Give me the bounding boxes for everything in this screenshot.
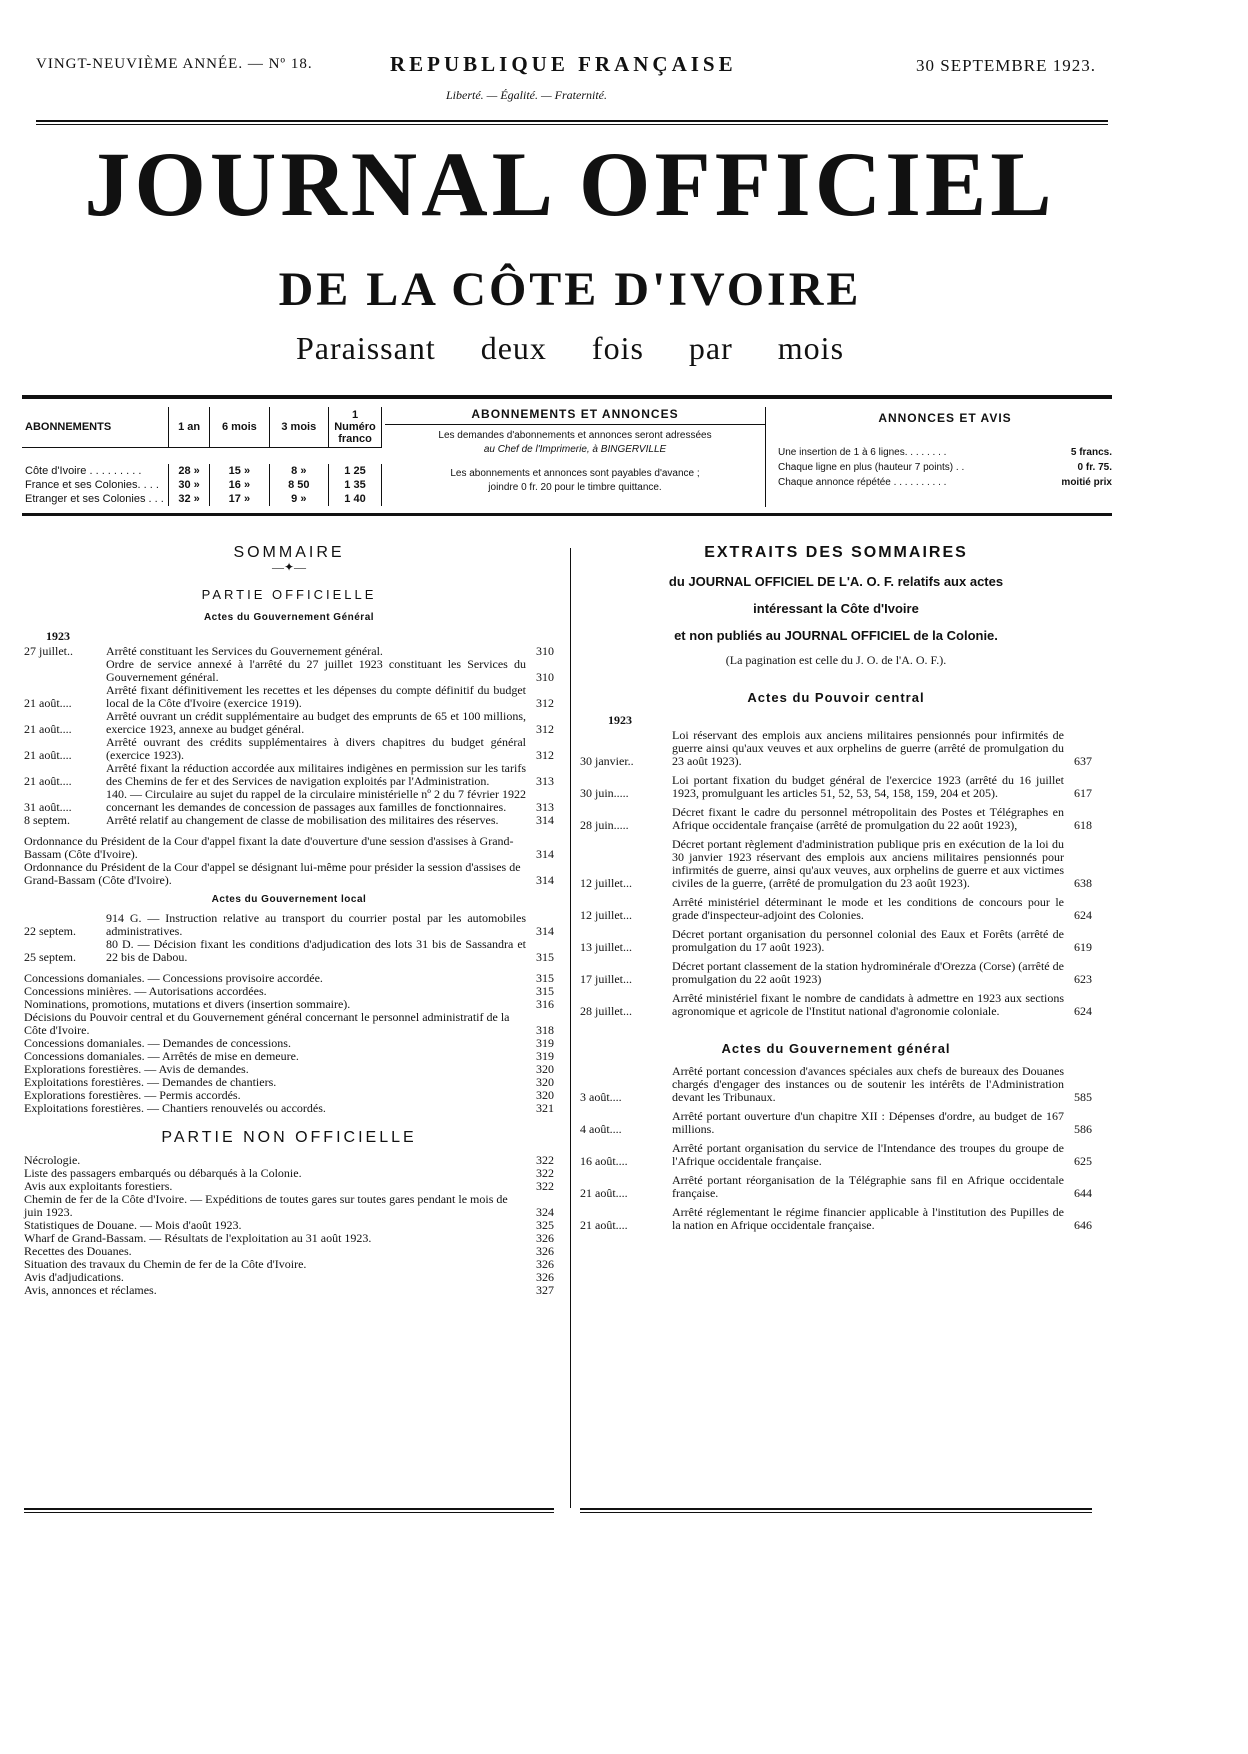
entry-text: Arrêté constituant les Services du Gouvernement général. bbox=[106, 644, 383, 658]
entry-date: 27 juillet.. bbox=[24, 644, 73, 658]
list-item bbox=[24, 1011, 554, 1037]
section-heading: ANNONCES ET AVIS bbox=[878, 411, 1012, 425]
entry-page: 637 bbox=[1074, 754, 1092, 768]
column-divider bbox=[570, 548, 571, 1508]
entry-text: Nécrologie. bbox=[24, 1153, 81, 1167]
rate-text: Chaque ligne en plus (hauteur 7 points) . . bbox=[778, 462, 965, 473]
entry-text: Arrêté portant réorganisation de la Télégraphie sans fil en Afrique occidentale française. bbox=[672, 1173, 1064, 1200]
journal-title: JOURNAL OFFICIEL bbox=[84, 133, 1056, 235]
entry-date: 13 juillet... bbox=[580, 940, 632, 954]
table-cell: 9 » bbox=[269, 492, 328, 506]
subscription-band bbox=[22, 395, 1112, 519]
entry-page: 312 bbox=[536, 696, 554, 710]
entry-date: 17 juillet... bbox=[580, 972, 632, 986]
entry-text: Explorations forestières. — Avis de demandes. bbox=[24, 1062, 249, 1076]
info-line: au Chef de l'Imprimerie, à BINGERVILLE bbox=[483, 444, 667, 455]
entry-page: 319 bbox=[536, 1049, 554, 1063]
part-heading: PARTIE OFFICIELLE bbox=[201, 587, 377, 602]
entry-date: 28 juin..... bbox=[580, 818, 629, 832]
misc-list bbox=[24, 972, 554, 1115]
list-item bbox=[580, 1065, 1092, 1104]
entry-date: 31 août.... bbox=[24, 800, 72, 814]
divider bbox=[22, 513, 1112, 516]
entry-date: 21 août.... bbox=[24, 696, 72, 710]
rate-row bbox=[778, 475, 1112, 490]
entry-text: Arrêté ministériel déterminant le mode et les conditions de concours pour le grade d'inspecteur-adjoint des Colonies. bbox=[672, 895, 1064, 922]
section-heading: Actes du Gouvernement général bbox=[721, 1041, 951, 1056]
divider bbox=[24, 1512, 554, 1513]
entry-page: 324 bbox=[536, 1205, 554, 1219]
col-header: 1 Numéro franco bbox=[329, 407, 382, 448]
entry-page: 638 bbox=[1074, 876, 1092, 890]
entry-text: Situation des travaux du Chemin de fer de la Côte d'Ivoire. bbox=[24, 1257, 307, 1271]
entry-page: 320 bbox=[536, 1088, 554, 1102]
extraits-line: intéressant la Côte d'Ivoire bbox=[753, 601, 919, 616]
entry-date: 4 août.... bbox=[580, 1122, 622, 1136]
entry-date: 21 août.... bbox=[24, 748, 72, 762]
table-row bbox=[22, 492, 382, 506]
issue-date: 30 SEPTEMBRE 1923. bbox=[916, 56, 1096, 75]
entry-date: 28 juillet... bbox=[580, 1004, 632, 1018]
entry-text: Ordre de service annexé à l'arrêté du 27 juillet 1923 constituant les Services du Gouvernement général. bbox=[106, 657, 526, 684]
entry-page: 623 bbox=[1074, 972, 1092, 986]
info-line: Les demandes d'abonnements et annonces seront adressées bbox=[438, 430, 712, 441]
col-header: ABONNEMENTS bbox=[22, 407, 169, 448]
list-item bbox=[580, 1142, 1092, 1168]
motto: Liberté. — Égalité. — Fraternité. bbox=[446, 88, 607, 102]
entry-text: Arrêté ouvrant des crédits supplémentaires à divers chapitres du budget général (exercice 1923). bbox=[106, 735, 526, 762]
entry-page: 314 bbox=[536, 813, 554, 827]
entry-page: 314 bbox=[536, 847, 554, 861]
list-item bbox=[580, 806, 1092, 832]
entry-page: 617 bbox=[1074, 786, 1092, 800]
entry-page: 322 bbox=[536, 1153, 554, 1167]
col-header: 6 mois bbox=[210, 407, 269, 448]
entry-date: 12 juillet... bbox=[580, 876, 632, 890]
entry-text: Concessions domaniales. — Concessions provisoire accordée. bbox=[24, 971, 323, 985]
list-item bbox=[580, 729, 1092, 768]
general-acts-list bbox=[580, 1065, 1092, 1232]
list-item bbox=[580, 774, 1092, 800]
list-item bbox=[24, 684, 554, 710]
entry-text: Arrêté portant concession d'avances spéciales aux chefs de bureaux des Douanes chargés d'engager des instances ou de soutenir les intérêts de l'Administration devant les Tribunaux. bbox=[672, 1064, 1064, 1104]
entry-date: 21 août.... bbox=[580, 1218, 628, 1232]
entry-page: 624 bbox=[1074, 908, 1092, 922]
entry-text: Ordonnance du Président de la Cour d'appel fixant la date d'ouverture d'une session d'assises à Grand-Bassam (Côte d'Ivoire). bbox=[24, 834, 514, 861]
entry-page: 313 bbox=[536, 774, 554, 788]
divider bbox=[580, 1512, 1092, 1513]
entry-page: 326 bbox=[536, 1270, 554, 1284]
list-item bbox=[24, 938, 554, 964]
table-cell: 1 40 bbox=[329, 492, 382, 506]
entry-page: 321 bbox=[536, 1101, 554, 1115]
entry-text: Arrêté relatif au changement de classe de mobilisation des militaires des réserves. bbox=[106, 813, 499, 827]
table-cell: 1 25 bbox=[329, 464, 382, 478]
list-item bbox=[580, 896, 1092, 922]
entry-text: Chemin de fer de la Côte d'Ivoire. — Expéditions de toutes gares sur toutes gares pendant le mois de juin 1923. bbox=[24, 1192, 508, 1219]
table-cell: 28 » bbox=[169, 464, 210, 478]
journal-subtitle: DE LA CÔTE D'IVOIRE bbox=[278, 263, 862, 316]
entry-text: Ordonnance du Président de la Cour d'appel se désignant lui-même pour présider la session d'assises de Grand-Bassam (Côte d'Ivoire). bbox=[24, 860, 521, 887]
ornament: —✦— bbox=[271, 560, 307, 574]
entry-date: 8 septem. bbox=[24, 813, 70, 827]
entry-text: Exploitations forestières. — Chantiers renouvelés ou accordés. bbox=[24, 1101, 326, 1115]
table-cell: Côte d'Ivoire . . . . . . . . . bbox=[22, 464, 169, 478]
entry-date: 21 août.... bbox=[580, 1186, 628, 1200]
entry-date: 3 août.... bbox=[580, 1090, 622, 1104]
entry-date: 16 août.... bbox=[580, 1154, 628, 1168]
rate-row bbox=[778, 460, 1112, 475]
entry-date: 25 septem. bbox=[24, 950, 76, 964]
extraits-line: et non publiés au JOURNAL OFFICIEL de la Colonie. bbox=[674, 628, 998, 643]
entry-text: Arrêté fixant définitivement les recettes et les dépenses du compte définitif du budget local de la Côte d'Ivoire (exercice 1919). bbox=[106, 683, 526, 710]
list-item bbox=[580, 928, 1092, 954]
entry-page: 325 bbox=[536, 1218, 554, 1232]
entry-text: Avis, annonces et réclames. bbox=[24, 1283, 157, 1297]
entry-date: 21 août.... bbox=[24, 774, 72, 788]
rate-value: 0 fr. 75. bbox=[1077, 462, 1112, 473]
list-item bbox=[580, 992, 1092, 1018]
list-item bbox=[24, 1193, 554, 1219]
entry-text: Décret portant organisation du personnel colonial des Eaux et Forêts (arrêté de promulgation du 17 août 1923). bbox=[672, 927, 1064, 954]
entry-page: 646 bbox=[1074, 1218, 1092, 1232]
entry-page: 644 bbox=[1074, 1186, 1092, 1200]
table-cell: 15 » bbox=[210, 464, 269, 478]
entry-page: 624 bbox=[1074, 1004, 1092, 1018]
list-item bbox=[580, 960, 1092, 986]
entry-page: 318 bbox=[536, 1023, 554, 1037]
entry-date: 30 janvier.. bbox=[580, 754, 634, 768]
section-heading: Actes du Pouvoir central bbox=[747, 690, 925, 705]
year-label: 1923 bbox=[46, 629, 70, 643]
entry-page: 316 bbox=[536, 997, 554, 1011]
subscription-info bbox=[385, 407, 766, 507]
entry-date: 30 juin..... bbox=[580, 786, 629, 800]
table-cell: Etranger et ses Colonies . . . bbox=[22, 492, 169, 506]
entry-page: 326 bbox=[536, 1244, 554, 1258]
entry-text: Avis aux exploitants forestiers. bbox=[24, 1179, 173, 1193]
list-item bbox=[24, 736, 554, 762]
list-item bbox=[580, 1174, 1092, 1200]
table-cell: 8 » bbox=[269, 464, 328, 478]
divider bbox=[36, 124, 1108, 125]
entry-text: Exploitations forestières. — Demandes de chantiers. bbox=[24, 1075, 277, 1089]
list-item bbox=[24, 1284, 554, 1297]
announcement-rates bbox=[778, 407, 1112, 490]
entry-page: 314 bbox=[536, 873, 554, 887]
extraits-column bbox=[580, 540, 1092, 1238]
divider bbox=[22, 395, 1112, 399]
entry-text: 914 G. — Instruction relative au transport du courrier postal par les automobiles administratives. bbox=[106, 911, 526, 938]
section-heading: Actes du Gouvernement Général bbox=[203, 612, 375, 623]
header-line bbox=[36, 52, 1108, 80]
col-header: 1 an bbox=[169, 407, 210, 448]
sommaire-title: SOMMAIRE bbox=[233, 544, 345, 561]
entry-page: 312 bbox=[536, 722, 554, 736]
entry-text: 140. — Circulaire au sujet du rappel de la circulaire ministérielle nº 2 du 7 février 1922 concernant les demandes de concession de passages aux familles de fonctionnaires. bbox=[106, 787, 526, 814]
info-line: Les abonnements et annonces sont payables d'avance ; bbox=[450, 468, 700, 479]
entry-text: Arrêté réglementant le régime financier applicable à l'institution des Pupilles de la nation en Afrique occidentale française. bbox=[672, 1205, 1064, 1232]
list-item bbox=[24, 788, 554, 814]
entry-text: Avis d'adjudications. bbox=[24, 1270, 124, 1284]
col-header: 3 mois bbox=[269, 407, 328, 448]
part-heading: PARTIE NON OFFICIELLE bbox=[161, 1129, 417, 1146]
list-item bbox=[24, 1102, 554, 1115]
table-cell: 16 » bbox=[210, 478, 269, 492]
divider bbox=[24, 1508, 554, 1510]
entry-text: Liste des passagers embarqués ou débarqués à la Colonie. bbox=[24, 1166, 302, 1180]
entry-page: 326 bbox=[536, 1257, 554, 1271]
section-heading: Actes du Gouvernement local bbox=[211, 894, 367, 905]
entry-page: 319 bbox=[536, 1036, 554, 1050]
ordonnances-list bbox=[24, 835, 554, 887]
entry-text: Décret portant classement de la station hydrominérale d'Orezza (Corse) (arrêté de promulgation du 22 août 1923) bbox=[672, 959, 1064, 986]
entry-page: 310 bbox=[536, 670, 554, 684]
year-label: 1923 bbox=[608, 713, 632, 727]
entry-text: Concessions domaniales. — Arrêtés de mise en demeure. bbox=[24, 1049, 299, 1063]
republic-title: REPUBLIQUE FRANÇAISE bbox=[390, 52, 737, 76]
entry-page: 310 bbox=[536, 644, 554, 658]
list-item bbox=[24, 814, 554, 827]
entry-date: 22 septem. bbox=[24, 924, 76, 938]
central-acts-list bbox=[580, 729, 1092, 1018]
entry-text: Décret fixant le cadre du personnel métropolitain des Postes et Télégraphes en Afrique occidentale française (arrêté de promulgation du 22 août 1923), bbox=[672, 805, 1064, 832]
entry-text: Arrêté portant organisation du service de l'Intendance des troupes du groupe de l'Afrique occidentale française. bbox=[672, 1141, 1064, 1168]
entry-text: Explorations forestières. — Permis accordés. bbox=[24, 1088, 241, 1102]
entry-text: Recettes des Douanes. bbox=[24, 1244, 132, 1258]
list-item bbox=[24, 762, 554, 788]
info-line: joindre 0 fr. 20 pour le timbre quittance. bbox=[488, 482, 662, 493]
entry-page: 618 bbox=[1074, 818, 1092, 832]
section-heading: ABONNEMENTS ET ANNONCES bbox=[385, 407, 765, 425]
rate-value: moitié prix bbox=[1061, 477, 1112, 488]
table-cell: 1 35 bbox=[329, 478, 382, 492]
entry-text: Statistiques de Douane. — Mois d'août 1923. bbox=[24, 1218, 242, 1232]
entry-page: 322 bbox=[536, 1179, 554, 1193]
divider bbox=[36, 120, 1108, 122]
local-acts-list bbox=[24, 912, 554, 964]
table-row bbox=[22, 464, 382, 478]
rate-value: 5 francs. bbox=[1070, 447, 1112, 458]
table-cell: 17 » bbox=[210, 492, 269, 506]
entry-page: 586 bbox=[1074, 1122, 1092, 1136]
sommaire-column bbox=[24, 540, 554, 1297]
entry-text: Décret portant règlement d'administration publique pris en exécution de la loi du 30 janvier 1923 réservant des emplois aux anciens militaires pensionnés pour infirmités de guerre, ainsi qu'aux veuves, aux orphelins de guerre et aux victimes civiles de la guerre, (arrêté de promulgation du 23 août 1923). bbox=[672, 837, 1064, 890]
entry-text: Arrêté ministériel fixant le nombre de candidats à admettre en 1923 aux sections agronomique et agricole de l'Institut national d'agronomie coloniale. bbox=[672, 991, 1064, 1018]
subscription-table bbox=[22, 407, 382, 506]
entry-page: 619 bbox=[1074, 940, 1092, 954]
entry-page: 314 bbox=[536, 924, 554, 938]
entry-text: Loi réservant des emplois aux anciens militaires pensionnés pour infirmités de guerre ainsi qu'aux veuves et aux orphelins de guerre (arrêté de promulgation du 23 août 1923). bbox=[672, 728, 1064, 768]
journal-tagline: Paraissant deux fois par mois bbox=[295, 330, 845, 366]
list-item bbox=[24, 912, 554, 938]
general-acts-list bbox=[24, 645, 554, 827]
entry-text: 80 D. — Décision fixant les conditions d'adjudication des lots 31 bis de Sassandra et 22 bis de Dabou. bbox=[106, 937, 526, 964]
entry-text: Concessions minières. — Autorisations accordées. bbox=[24, 984, 267, 998]
entry-page: 320 bbox=[536, 1075, 554, 1089]
entry-page: 322 bbox=[536, 1166, 554, 1180]
entry-text: Décisions du Pouvoir central et du Gouvernement général concernant le personnel administratif de la Côte d'Ivoire. bbox=[24, 1010, 510, 1037]
entry-date: 12 juillet... bbox=[580, 908, 632, 922]
list-item bbox=[24, 710, 554, 736]
entry-text: Arrêté portant ouverture d'un chapitre XII : Dépenses d'ordre, au budget de 167 millions. bbox=[672, 1109, 1064, 1136]
issue-number: VINGT-NEUVIÈME ANNÉE. — Nº 18. bbox=[36, 56, 313, 72]
table-cell: 32 » bbox=[169, 492, 210, 506]
entry-page: 315 bbox=[536, 950, 554, 964]
entry-text: Arrêté fixant la réduction accordée aux militaires indigènes en permission sur les tarifs des Chemins de fer et des Services de navigation exploités par l'Administration. bbox=[106, 761, 526, 788]
entry-page: 315 bbox=[536, 971, 554, 985]
entry-page: 320 bbox=[536, 1062, 554, 1076]
list-item bbox=[580, 1206, 1092, 1232]
entry-page: 315 bbox=[536, 984, 554, 998]
entry-text: Loi portant fixation du budget général de l'exercice 1923 (arrêté du 16 juillet 1923, promulguant les articles 51, 52, 53, 54, 158, 159, 204 et 205). bbox=[672, 773, 1064, 800]
rate-row bbox=[778, 445, 1112, 460]
entry-page: 312 bbox=[536, 748, 554, 762]
entry-text: Concessions domaniales. — Demandes de concessions. bbox=[24, 1036, 291, 1050]
list-item bbox=[580, 1110, 1092, 1136]
extraits-title: EXTRAITS DES SOMMAIRES bbox=[704, 544, 968, 561]
non-official-list bbox=[24, 1154, 554, 1297]
entry-page: 625 bbox=[1074, 1154, 1092, 1168]
pagination-note: (La pagination est celle du J. O. de l'A. O. F.). bbox=[725, 653, 947, 667]
entry-page: 326 bbox=[536, 1231, 554, 1245]
list-item bbox=[24, 861, 554, 887]
extraits-line: du JOURNAL OFFICIEL DE L'A. O. F. relatifs aux actes bbox=[668, 574, 1004, 589]
entry-page: 585 bbox=[1074, 1090, 1092, 1104]
rate-text: Une insertion de 1 à 6 lignes. . . . . . . . bbox=[778, 447, 947, 458]
list-item bbox=[24, 835, 554, 861]
list-item bbox=[24, 658, 554, 684]
table-row bbox=[22, 478, 382, 492]
table-cell: France et ses Colonies. . . . bbox=[22, 478, 169, 492]
table-cell: 8 50 bbox=[269, 478, 328, 492]
entry-text: Arrêté ouvrant un crédit supplémentaire au budget des emprunts de 65 et 100 millions, exercice 1923, annexe au budget général. bbox=[106, 709, 526, 736]
entry-text: Nominations, promotions, mutations et divers (insertion sommaire). bbox=[24, 997, 351, 1011]
entry-page: 327 bbox=[536, 1283, 554, 1297]
entry-text: Wharf de Grand-Bassam. — Résultats de l'exploitation au 31 août 1923. bbox=[24, 1231, 372, 1245]
rate-text: Chaque annonce répétée . . . . . . . . . . bbox=[778, 477, 947, 488]
entry-page: 313 bbox=[536, 800, 554, 814]
list-item bbox=[580, 838, 1092, 890]
table-cell: 30 » bbox=[169, 478, 210, 492]
divider bbox=[580, 1508, 1092, 1510]
entry-date: 21 août.... bbox=[24, 722, 72, 736]
